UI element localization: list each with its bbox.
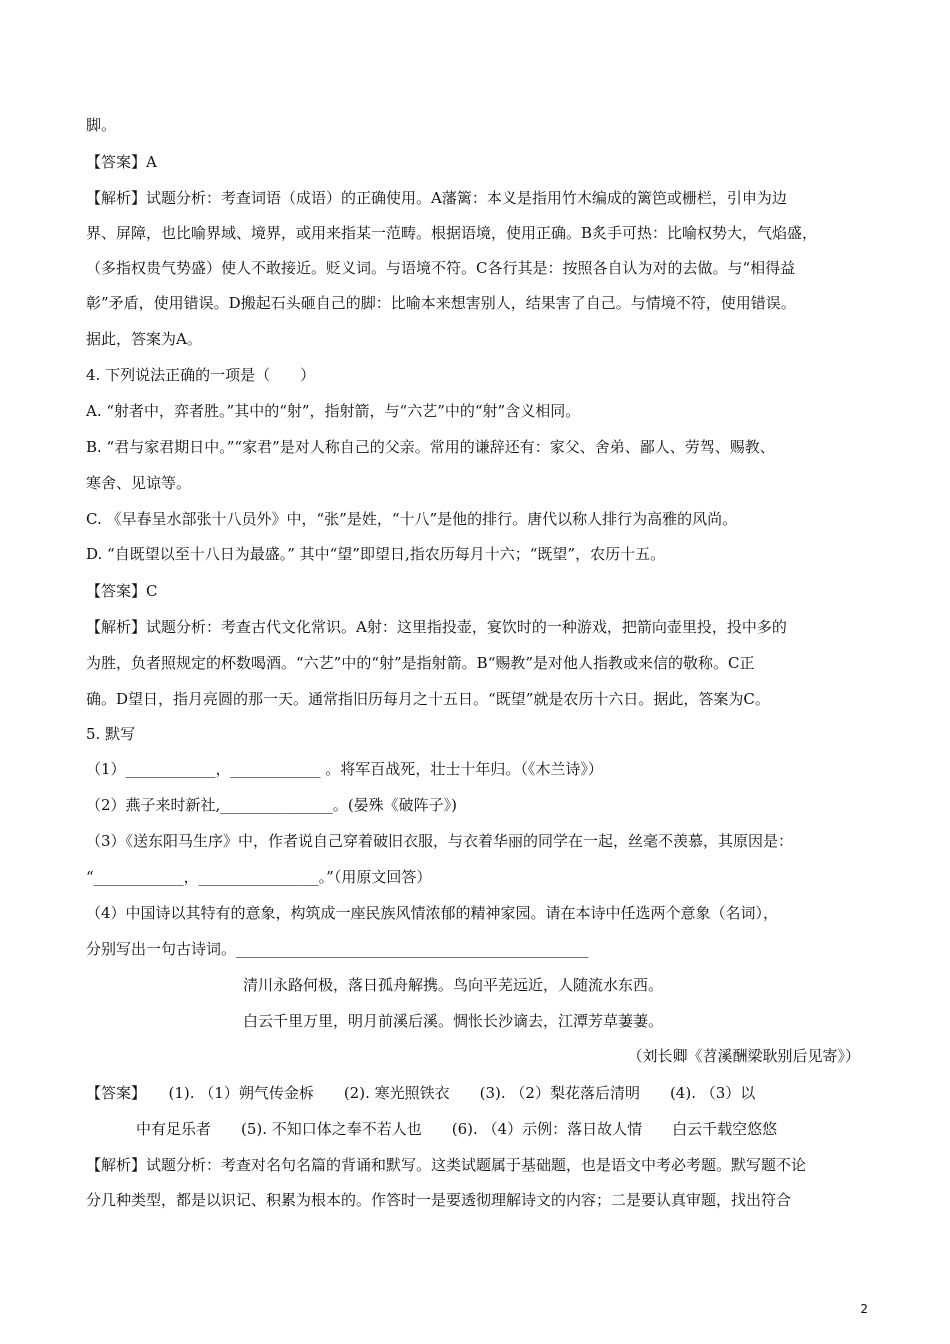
fill-item-4-cont: 分别写出一句古诗词。_______________________________________________: [86, 940, 589, 958]
answer-5-line: 【答案】 (1). （1）朔气传金柝 (2). 寒光照铁衣 (3). （2）梨花落后清明 (4). （3）以: [86, 1084, 756, 1102]
analysis-5-line: 【解析】试题分析：考查对名句名篇的背诵和默写。这类试题属于基础题，也是语文中考必考题。默写题不论: [86, 1156, 807, 1174]
answer-label: 【答案】A: [86, 153, 157, 171]
question-5-stem: 5. 默写: [86, 725, 136, 743]
text-line: 脚。: [86, 116, 117, 134]
option-b-cont: 寒舍、见谅等。: [86, 474, 192, 492]
fill-item-2: （2）燕子来时新社,_______________。(晏殊《破阵子》): [86, 796, 458, 814]
analysis-5-line: 分几种类型，都是以识记、积累为根本的。作答时一是要透彻理解诗文的内容；二是要认真审题，找出符合: [86, 1191, 792, 1209]
fill-item-3-cont: “____________，________________。”（用原文回答）: [86, 868, 432, 886]
fill-item-3: （3）《送东阳马生序》中，作者说自己穿着破旧衣服，与衣着华丽的同学在一起，丝毫不羡慕，其原因是：: [86, 832, 794, 850]
text-line: 界、屏障，也比喻界域、境界，或用来指某一范畴。根据语境，使用正确。B炙手可热：比喻权势大，气焰盛，: [86, 224, 818, 242]
option-c: C. 《早春呈水部张十八员外》中，“张”是姓，“十八”是他的排行。唐代以称人排行为高雅的风尚。: [86, 510, 738, 528]
option-b: B. “君与家君期日中。”“家君”是对人称自己的父亲。常用的谦辞还有：家父、舍弟、鄙人、劳驾、赐教、: [86, 438, 775, 456]
answer-label: 【答案】C: [86, 582, 158, 600]
answer-5-line: 中有足乐者 (5). 不知口体之奉不若人也 (6). （4）示例：落日故人情 白云千载空悠悠: [136, 1120, 778, 1138]
text-line: 【解析】试题分析：考查词语（成语）的正确使用。A藩篱：本义是指用竹木编成的篱笆或栅栏，引申为边: [86, 189, 787, 207]
option-a: A. “射者中，弈者胜。”其中的“射”，指射箭，与“六艺”中的“射”含义相同。: [86, 402, 581, 420]
fill-item-1: （1）____________，____________ 。将军百战死，壮士十年归。（《木兰诗》）: [86, 760, 603, 778]
fill-item-4: （4）中国诗以其特有的意象，构筑成一座民族风情浓郁的精神家园。请在本诗中任选两个意象（名词），: [86, 904, 779, 922]
text-line: 据此，答案为A。: [86, 330, 202, 348]
question-4-stem: 4. 下列说法正确的一项是（ ）: [86, 366, 316, 384]
option-d: D. “自既望以至十八日为最盛。” 其中“望”即望日,指农历每月十六；“既望”，农历十五。: [86, 545, 666, 563]
text-line: 【解析】试题分析：考查古代文化常识。A射：这里指投壶，宴饮时的一种游戏，把箭向壶里投，投中多的: [86, 618, 787, 636]
poem-line: 白云千里万里，明月前溪后溪。惆怅长沙谪去，江潭芳草萋萋。: [243, 1012, 664, 1030]
poem-source: （刘长卿《苕溪酬梁耿别后见寄》）: [627, 1047, 860, 1065]
text-line: 确。D望日，指月亮圆的那一天。通常指旧历每月之十五日。“既望”就是农历十六日。据此，答案为C。: [86, 690, 770, 708]
text-line: （多指权贵气势盛）使人不敢接近。贬义词。与语境不符。C各行其是：按照各自认为对的去做。与“相得益: [86, 259, 796, 277]
text-line: 彰”矛盾，使用错误。D搬起石头砸自己的脚：比喻本来想害别人，结果害了自己。与情境不符，使用错误。: [86, 294, 796, 312]
page-number: 2: [860, 1302, 868, 1316]
text-line: 为胜，负者照规定的杯数喝酒。“六艺”中的“射”是指射箭。B“赐教”是对他人指教或来信的敬称。C正: [86, 654, 755, 672]
poem-line: 清川永路何极，落日孤舟解携。鸟向平芜远近，人随流水东西。: [243, 976, 664, 994]
